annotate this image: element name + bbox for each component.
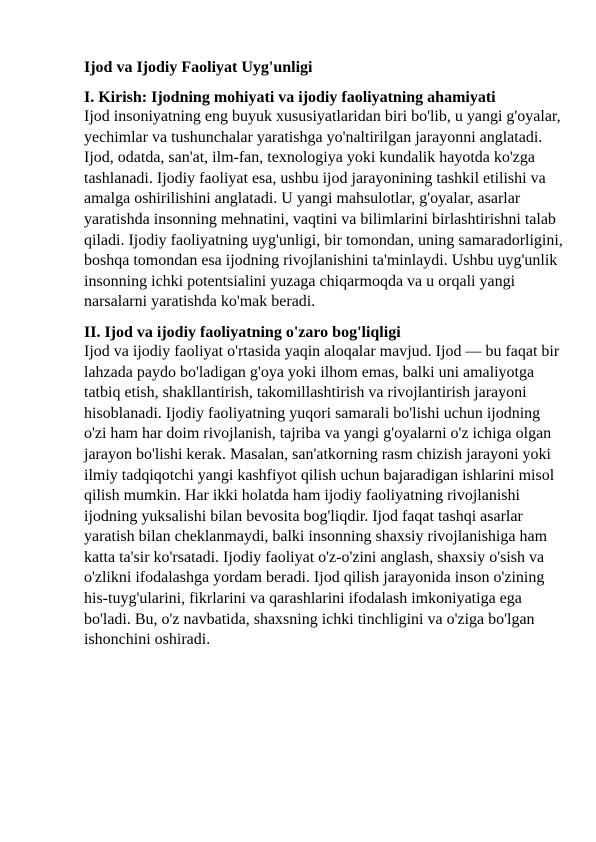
section-heading-relationship: II. Ijod va ijodiy faoliyatning o'zaro bog'liqligi <box>84 323 401 341</box>
section-paragraph-relationship: Ijod va ijodiy faoliyat o'rtasida yaqin aloqalar mavjud. Ijod — bu faqat bir lahzada paydo bo'ladigan g'oya yoki ilhom emas, balki uni amaliyotga tatbiq etish, shakllantirish, takomillashtirish va rivojlantirish jarayoni hisoblanadi. Ijodiy faoliyatning yuqori samarali bo'lishi uchun ijodning o'zi ham har doim rivojlanish, tajriba va yangi g'oyalarni o'z ichiga olgan jarayon bo'lishi kerak. Masalan, san'atkorning rasm chizish jarayoni yoki ilmiy tadqiqotchi yangi kashfiyot qilish uchun bajaradigan ishlarini misol qilish mumkin. Har ikki holatda ham ijodiy faoliyatning rivojlanishi ijodning yuksalishi bilan bevosita bog'liqdir. Ijod faqat tashqi asarlar yaratish bilan cheklanmaydi, balki insonning shaxsiy rivojlanishiga ham katta ta'sir ko'rsatadi. Ijodiy faoliyat o'z-o'zini anglash, shaxsiy o'sish va o'zlikni ifodalashga yordam beradi. Ijod qilish jarayonida inson o'zining his-tuyg'ularini, fikrlarini va qarashlarini ifodalash imkoniyatiga ega bo'ladi. Bu, o'z navbatida, shaxsning ichki tinchligini va o'ziga bo'lgan ishonchini oshiradi. <box>84 342 560 649</box>
document-title: Ijod va Ijodiy Faoliyat Uyg'unligi <box>84 59 313 76</box>
document-page <box>84 58 564 661</box>
section-heading-introduction: I. Kirish: Ijodning mohiyati va ijodiy faoliyatning ahamiyati <box>84 89 496 106</box>
section-paragraph-introduction: Ijod insoniyatning eng buyuk xususiyatlaridan biri bo'lib, u yangi g'oyalar, yechimlar va tushunchalar yaratishga yo'naltirilgan jarayonni anglatadi. Ijod, odatda, san'at, ilm-fan, texnologiya yoki kundalik hayotda ko'zga tashlanadi. Ijodiy faoliyat esa, ushbu ijod jarayonining tashkil etilishi va amalga oshirilishini anglatadi. U yangi mahsulotlar, g'oyalar, asarlar yaratishda insonning mehnatini, vaqtini va bilimlarini birlashtirishni talab qiladi. Ijodiy faoliyatning uyg'unligi, bir tomondan, uning samaradorligini, boshqa tomondan esa ijodning rivojlanishini ta'minlaydi. Ushbu uyg'unlik insonning ichki potentsialini yuzaga chiqarmoqda va u orqali yangi narsalarni yaratishda ko'mak beradi. <box>84 108 563 311</box>
